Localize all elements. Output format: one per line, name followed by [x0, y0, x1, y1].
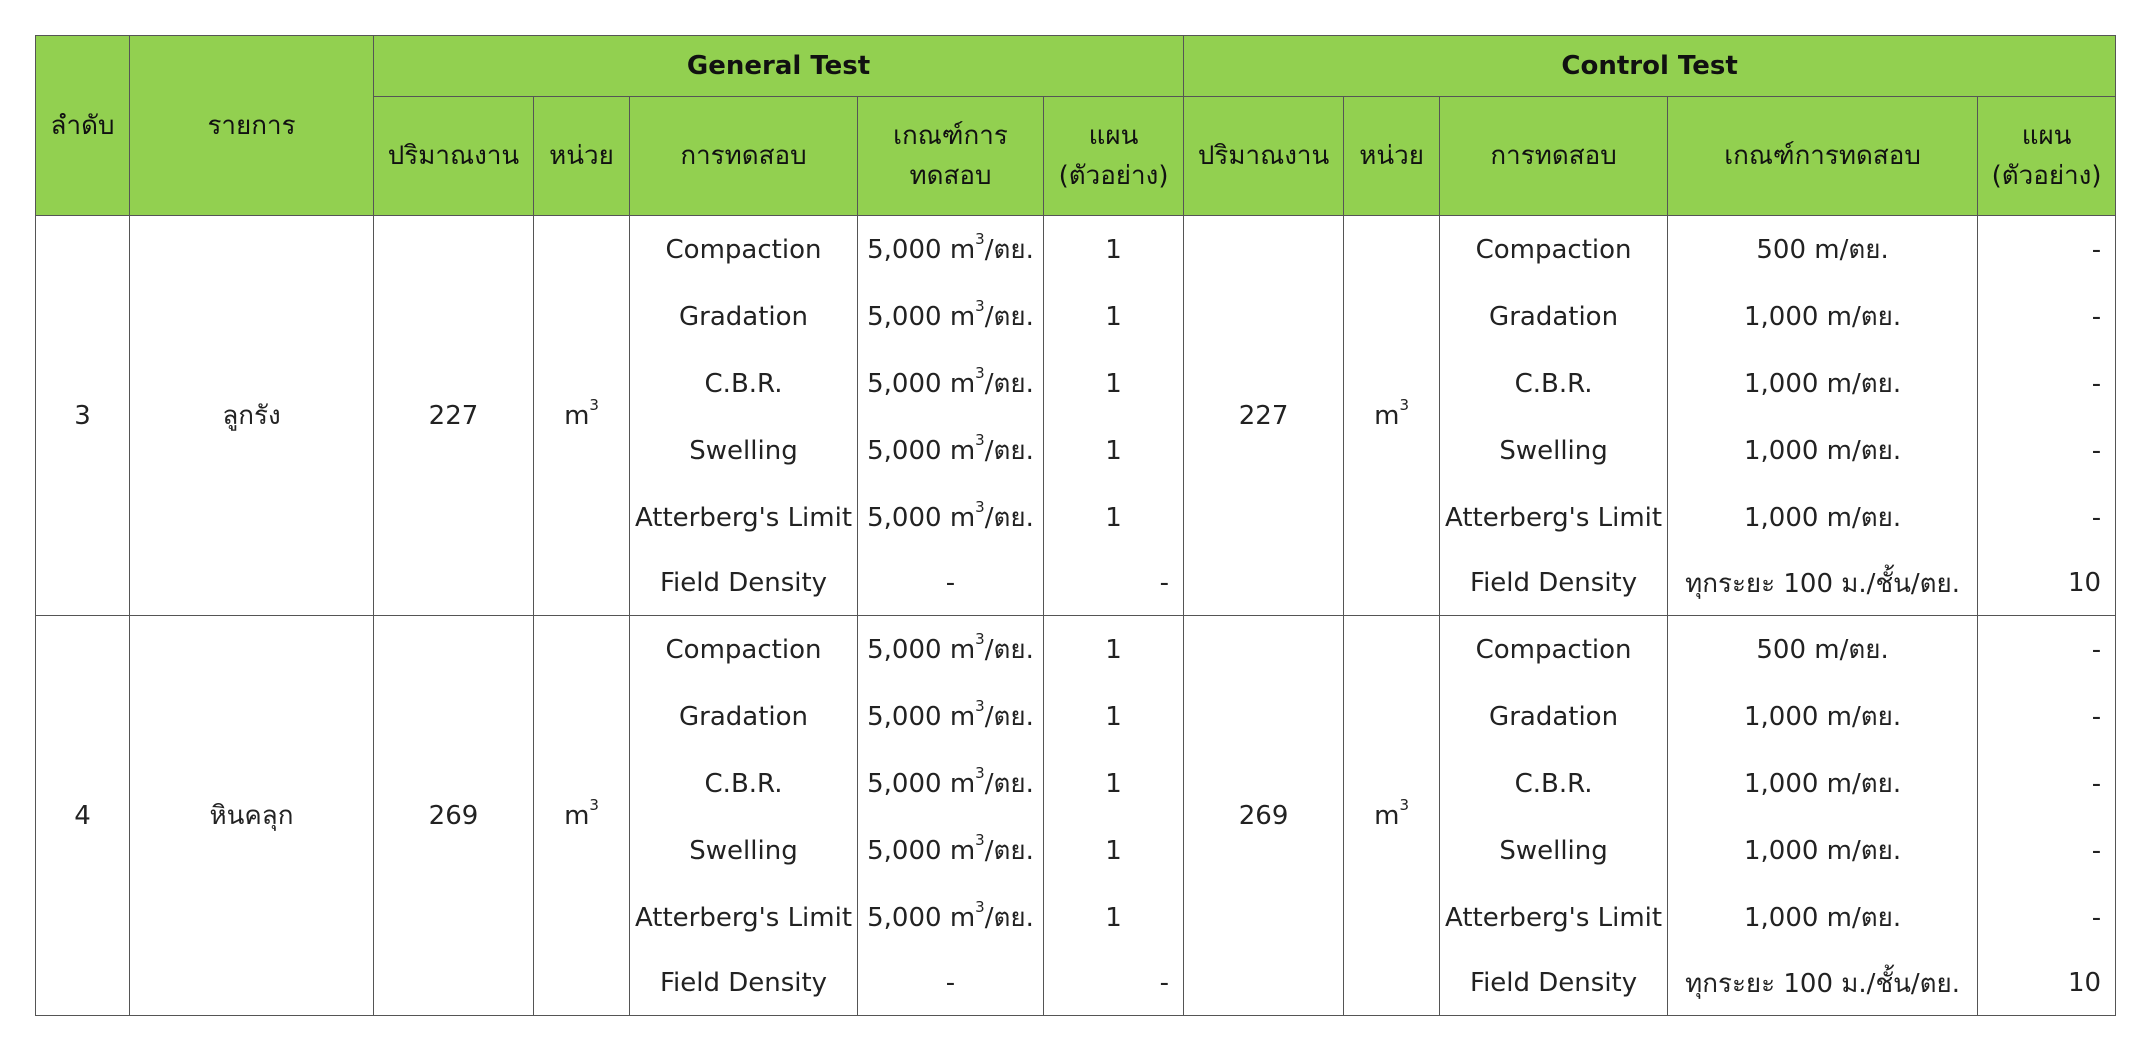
general-criteria: 5,000 $m^3/$ตย.: [858, 350, 1044, 417]
control-criteria: 1,000 m/ตย.: [1668, 350, 1978, 417]
control-plan: -: [1978, 884, 2116, 951]
general-test-name: Gradation: [630, 283, 858, 350]
control-test-name: Field Density: [1440, 951, 1668, 1016]
header-control-quantity: ปริมาณงาน: [1184, 97, 1344, 216]
test-plan-table: [35, 35, 2116, 1016]
general-unit: $m^3$: [534, 616, 630, 1016]
row-number: 4: [36, 616, 130, 1016]
general-test-name: Swelling: [630, 817, 858, 884]
general-test-name: Compaction: [630, 616, 858, 684]
control-test-name: Field Density: [1440, 551, 1668, 616]
general-plan: -: [1044, 951, 1184, 1016]
control-unit: $m^3$: [1344, 616, 1440, 1016]
header-control-plan: แผน (ตัวอย่าง): [1978, 97, 2116, 216]
general-plan: 1: [1044, 350, 1184, 417]
general-quantity: 269: [374, 616, 534, 1016]
general-plan: 1: [1044, 616, 1184, 684]
control-plan: -: [1978, 417, 2116, 484]
general-unit: $m^3$: [534, 216, 630, 616]
header-no: ลำดับ: [36, 36, 130, 216]
general-criteria: 5,000 $m^3/$ตย.: [858, 616, 1044, 684]
general-plan: 1: [1044, 484, 1184, 551]
control-criteria: 1,000 m/ตย.: [1668, 817, 1978, 884]
header-general-test: General Test: [374, 36, 1184, 97]
general-test-name: Field Density: [630, 951, 858, 1016]
general-plan: 1: [1044, 283, 1184, 350]
general-criteria: 5,000 $m^3/$ตย.: [858, 216, 1044, 284]
general-criteria: -: [858, 951, 1044, 1016]
general-plan: -: [1044, 551, 1184, 616]
item-name: หินคลุก: [130, 616, 374, 1016]
control-test-name: Compaction: [1440, 616, 1668, 684]
header-item: รายการ: [130, 36, 374, 216]
control-plan: -: [1978, 683, 2116, 750]
general-plan: 1: [1044, 750, 1184, 817]
control-test-name: Gradation: [1440, 683, 1668, 750]
general-criteria: 5,000 $m^3/$ตย.: [858, 683, 1044, 750]
control-criteria: 1,000 m/ตย.: [1668, 884, 1978, 951]
header-control-criteria: เกณฑ์การทดสอบ: [1668, 97, 1978, 216]
control-criteria: 1,000 m/ตย.: [1668, 484, 1978, 551]
header-general-criteria: เกณฑ์การ ทดสอบ: [858, 97, 1044, 216]
table-body: [36, 216, 2116, 1016]
table-row: [36, 616, 2116, 684]
control-criteria: 1,000 m/ตย.: [1668, 750, 1978, 817]
control-plan: -: [1978, 616, 2116, 684]
general-quantity: 227: [374, 216, 534, 616]
control-test-name: Swelling: [1440, 817, 1668, 884]
control-plan: -: [1978, 350, 2116, 417]
control-plan: -: [1978, 484, 2116, 551]
control-test-name: Swelling: [1440, 417, 1668, 484]
header-control-unit: หน่วย: [1344, 97, 1440, 216]
header-control-test-name: การทดสอบ: [1440, 97, 1668, 216]
general-test-name: Gradation: [630, 683, 858, 750]
header-general-plan: แผน (ตัวอย่าง): [1044, 97, 1184, 216]
general-test-name: C.B.R.: [630, 750, 858, 817]
header-control-test: Control Test: [1184, 36, 2116, 97]
control-plan: -: [1978, 750, 2116, 817]
control-test-name: Compaction: [1440, 216, 1668, 284]
control-quantity: 227: [1184, 216, 1344, 616]
control-plan: 10: [1978, 551, 2116, 616]
general-criteria: 5,000 $m^3/$ตย.: [858, 283, 1044, 350]
control-criteria: 1,000 m/ตย.: [1668, 283, 1978, 350]
general-criteria: 5,000 $m^3/$ตย.: [858, 884, 1044, 951]
control-criteria: ทุกระยะ 100 ม./ชั้น/ตย.: [1668, 551, 1978, 616]
control-plan: -: [1978, 817, 2116, 884]
control-plan: -: [1978, 216, 2116, 284]
general-plan: 1: [1044, 417, 1184, 484]
control-criteria: 500 m/ตย.: [1668, 216, 1978, 284]
control-criteria: ทุกระยะ 100 ม./ชั้น/ตย.: [1668, 951, 1978, 1016]
control-test-name: Atterberg's Limit: [1440, 884, 1668, 951]
row-number: 3: [36, 216, 130, 616]
general-criteria: 5,000 $m^3/$ตย.: [858, 817, 1044, 884]
table-header: [36, 36, 2116, 216]
control-test-name: Gradation: [1440, 283, 1668, 350]
general-test-name: Swelling: [630, 417, 858, 484]
general-test-name: C.B.R.: [630, 350, 858, 417]
general-criteria: -: [858, 551, 1044, 616]
control-plan: -: [1978, 283, 2116, 350]
control-plan: 10: [1978, 951, 2116, 1016]
control-criteria: 1,000 m/ตย.: [1668, 417, 1978, 484]
general-plan: 1: [1044, 817, 1184, 884]
control-test-name: Atterberg's Limit: [1440, 484, 1668, 551]
control-test-name: C.B.R.: [1440, 350, 1668, 417]
header-general-unit: หน่วย: [534, 97, 630, 216]
control-criteria: 500 m/ตย.: [1668, 616, 1978, 684]
general-test-name: Atterberg's Limit: [630, 884, 858, 951]
general-plan: 1: [1044, 216, 1184, 284]
general-plan: 1: [1044, 683, 1184, 750]
general-plan: 1: [1044, 884, 1184, 951]
control-test-name: C.B.R.: [1440, 750, 1668, 817]
control-quantity: 269: [1184, 616, 1344, 1016]
control-criteria: 1,000 m/ตย.: [1668, 683, 1978, 750]
general-test-name: Compaction: [630, 216, 858, 284]
general-test-name: Atterberg's Limit: [630, 484, 858, 551]
header-general-quantity: ปริมาณงาน: [374, 97, 534, 216]
general-criteria: 5,000 $m^3/$ตย.: [858, 417, 1044, 484]
control-unit: $m^3$: [1344, 216, 1440, 616]
general-criteria: 5,000 $m^3/$ตย.: [858, 750, 1044, 817]
general-test-name: Field Density: [630, 551, 858, 616]
item-name: ลูกรัง: [130, 216, 374, 616]
general-criteria: 5,000 $m^3/$ตย.: [858, 484, 1044, 551]
table-row: [36, 216, 2116, 284]
header-general-test-name: การทดสอบ: [630, 97, 858, 216]
